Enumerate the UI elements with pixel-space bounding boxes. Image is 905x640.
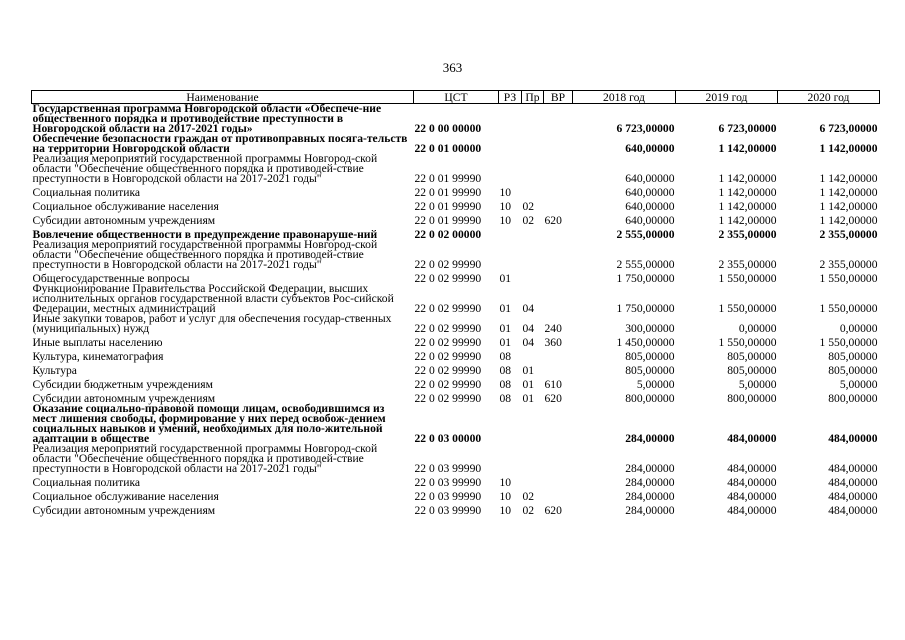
table-row bbox=[32, 362, 880, 376]
row-vr: 620 bbox=[544, 214, 562, 226]
column-header-rz: РЗ bbox=[499, 91, 522, 104]
row-pr bbox=[522, 134, 544, 154]
row-vr bbox=[544, 226, 573, 240]
row-amount-2020: 2 355,00000 bbox=[819, 258, 878, 270]
row-name: Иные выплаты населению bbox=[32, 336, 163, 349]
row-pr: 02 bbox=[522, 200, 535, 212]
row-pr bbox=[522, 348, 544, 362]
row-name: Реализация мероприятий государственной программы Новгород-ской области "Обеспечение общественного порядка и противодей-ствие преступности в Новгородской области на 2017-2021 годы" bbox=[32, 152, 378, 185]
row-amount-2019: 484,00000 bbox=[727, 476, 777, 488]
row-cst: 22 0 02 99990 bbox=[414, 378, 482, 390]
column-header-pr: Пр bbox=[522, 91, 544, 104]
table-row bbox=[32, 134, 880, 154]
row-amount-2018: 284,00000 bbox=[625, 490, 675, 502]
row-vr bbox=[544, 198, 573, 212]
row-rz bbox=[499, 134, 522, 154]
row-cst: 22 0 02 99990 bbox=[414, 322, 482, 334]
row-vr bbox=[544, 362, 573, 376]
row-rz: 10 bbox=[499, 200, 512, 212]
row-name: Вовлечение общественности в предупреждение правонаруше-ний bbox=[32, 228, 378, 241]
row-vr: 360 bbox=[544, 336, 562, 348]
row-pr: 01 bbox=[522, 378, 535, 390]
row-amount-2020: 5,00000 bbox=[839, 378, 878, 390]
row-cst: 22 0 03 99990 bbox=[414, 504, 482, 516]
row-cst: 22 0 02 99990 bbox=[414, 302, 482, 314]
row-cst: 22 0 03 99990 bbox=[414, 490, 482, 502]
row-rz bbox=[499, 404, 522, 444]
row-amount-2020: 484,00000 bbox=[828, 432, 878, 444]
row-amount-2019: 2 355,00000 bbox=[718, 228, 777, 240]
row-pr bbox=[522, 444, 544, 474]
row-amount-2019: 484,00000 bbox=[727, 432, 777, 444]
row-amount-2018: 640,00000 bbox=[625, 214, 675, 226]
row-amount-2019: 1 142,00000 bbox=[718, 142, 777, 154]
row-amount-2019: 0,00000 bbox=[738, 322, 777, 334]
row-amount-2019: 1 550,00000 bbox=[718, 272, 777, 284]
row-rz: 10 bbox=[499, 504, 512, 516]
row-rz bbox=[499, 154, 522, 184]
row-amount-2018: 1 450,00000 bbox=[616, 336, 675, 348]
row-vr: 620 bbox=[544, 504, 562, 516]
row-amount-2020: 805,00000 bbox=[828, 350, 878, 362]
table-body bbox=[32, 104, 880, 517]
row-amount-2018: 640,00000 bbox=[625, 186, 675, 198]
row-amount-2019: 484,00000 bbox=[727, 490, 777, 502]
row-name: Оказание социально-правовой помощи лицам, освободившимся из мест лишения свободы, формирование у них перед освобож-дением социальных навыков и умений, необходимых для поло-жительной адаптации в обществе bbox=[32, 402, 386, 445]
row-amount-2020: 800,00000 bbox=[828, 392, 878, 404]
table-row bbox=[32, 334, 880, 348]
row-amount-2020: 1 142,00000 bbox=[819, 186, 878, 198]
row-cst: 22 0 02 99990 bbox=[414, 272, 482, 284]
row-amount-2019: 5,00000 bbox=[738, 378, 777, 390]
row-rz: 08 bbox=[499, 378, 512, 390]
table-row bbox=[32, 488, 880, 502]
row-pr bbox=[522, 474, 544, 488]
row-amount-2018: 640,00000 bbox=[625, 142, 675, 154]
row-vr bbox=[544, 154, 573, 184]
row-rz: 01 bbox=[499, 272, 512, 284]
table-row bbox=[32, 348, 880, 362]
row-name: Иные закупки товаров, работ и услуг для обеспечения государ-ственных (муниципальных) нужд bbox=[32, 312, 392, 335]
row-vr: 620 bbox=[544, 392, 562, 404]
row-pr bbox=[522, 226, 544, 240]
table-row bbox=[32, 198, 880, 212]
row-amount-2019: 484,00000 bbox=[727, 504, 777, 516]
row-name: Субсидии автономным учреждениям bbox=[32, 504, 216, 517]
table-row bbox=[32, 154, 880, 184]
row-vr: 240 bbox=[544, 322, 562, 334]
row-amount-2020: 484,00000 bbox=[828, 462, 878, 474]
row-rz bbox=[499, 444, 522, 474]
row-name: Общегосударственные вопросы bbox=[32, 272, 190, 285]
row-amount-2019: 805,00000 bbox=[727, 364, 777, 376]
row-cst: 22 0 01 99990 bbox=[414, 200, 482, 212]
row-amount-2019: 805,00000 bbox=[727, 350, 777, 362]
row-name: Субсидии бюджетным учреждениям bbox=[32, 378, 213, 391]
row-amount-2019: 1 142,00000 bbox=[718, 186, 777, 198]
row-amount-2018: 1 750,00000 bbox=[616, 272, 675, 284]
row-vr bbox=[544, 284, 573, 314]
row-amount-2020: 805,00000 bbox=[828, 364, 878, 376]
row-pr bbox=[522, 404, 544, 444]
table-row bbox=[32, 314, 880, 334]
row-amount-2018: 1 750,00000 bbox=[616, 302, 675, 314]
row-vr bbox=[544, 488, 573, 502]
row-amount-2019: 6 723,00000 bbox=[718, 122, 777, 134]
row-cst: 22 0 02 00000 bbox=[414, 228, 482, 240]
row-amount-2018: 300,00000 bbox=[625, 322, 675, 334]
table-row bbox=[32, 284, 880, 314]
row-amount-2020: 1 550,00000 bbox=[819, 272, 878, 284]
row-cst: 22 0 01 99990 bbox=[414, 214, 482, 226]
row-vr bbox=[544, 240, 573, 270]
row-cst: 22 0 02 99990 bbox=[414, 258, 482, 270]
row-rz: 08 bbox=[499, 392, 512, 404]
row-amount-2019: 1 142,00000 bbox=[718, 172, 777, 184]
row-vr bbox=[544, 348, 573, 362]
row-rz: 08 bbox=[499, 350, 512, 362]
row-rz: 08 bbox=[499, 364, 512, 376]
row-amount-2018: 5,00000 bbox=[636, 378, 675, 390]
row-amount-2018: 2 555,00000 bbox=[616, 258, 675, 270]
row-name: Реализация мероприятий государственной программы Новгород-ской области "Обеспечение общественного порядка и противодей-ствие преступности в Новгородской области на 2017-2021 годы" bbox=[32, 442, 378, 475]
table-row bbox=[32, 474, 880, 488]
row-pr: 01 bbox=[522, 364, 535, 376]
column-header-name: Наименование bbox=[32, 91, 414, 104]
row-cst: 22 0 01 99990 bbox=[414, 172, 482, 184]
row-cst: 22 0 01 99990 bbox=[414, 186, 482, 198]
row-cst: 22 0 00 00000 bbox=[414, 122, 482, 134]
row-pr bbox=[522, 240, 544, 270]
row-rz: 01 bbox=[499, 336, 512, 348]
column-header-cst: ЦСТ bbox=[414, 91, 499, 104]
row-name: Субсидии автономным учреждениям bbox=[32, 392, 216, 405]
row-name: Функционирование Правительства Российской Федерации, высших исполнительных органов государственной власти субъектов Рос-сийской Федерации, местных администраций bbox=[32, 282, 394, 315]
row-name: Культура bbox=[32, 364, 77, 377]
table-row bbox=[32, 444, 880, 474]
row-pr: 02 bbox=[522, 214, 535, 226]
row-rz: 10 bbox=[499, 214, 512, 226]
row-amount-2018: 284,00000 bbox=[625, 504, 675, 516]
row-amount-2018: 2 555,00000 bbox=[616, 228, 675, 240]
row-amount-2020: 2 355,00000 bbox=[819, 228, 878, 240]
row-cst: 22 0 02 99990 bbox=[414, 392, 482, 404]
row-pr bbox=[522, 184, 544, 198]
row-vr bbox=[544, 104, 573, 135]
row-amount-2020: 1 142,00000 bbox=[819, 142, 878, 154]
row-pr: 02 bbox=[522, 504, 535, 516]
row-cst: 22 0 01 00000 bbox=[414, 142, 482, 154]
row-name: Социальная политика bbox=[32, 186, 141, 199]
row-amount-2018: 6 723,00000 bbox=[616, 122, 675, 134]
row-name: Социальная политика bbox=[32, 476, 141, 489]
row-name: Субсидии автономным учреждениям bbox=[32, 214, 216, 227]
row-amount-2018: 640,00000 bbox=[625, 172, 675, 184]
row-vr: 610 bbox=[544, 378, 562, 390]
row-pr bbox=[522, 270, 544, 284]
row-pr: 04 bbox=[522, 336, 535, 348]
row-amount-2018: 284,00000 bbox=[625, 476, 675, 488]
row-rz: 01 bbox=[499, 322, 512, 334]
row-amount-2020: 1 142,00000 bbox=[819, 214, 878, 226]
row-name: Социальное обслуживание населения bbox=[32, 200, 219, 213]
row-vr bbox=[544, 270, 573, 284]
table-row bbox=[32, 404, 880, 444]
row-cst: 22 0 03 00000 bbox=[414, 432, 482, 444]
row-pr: 04 bbox=[522, 322, 535, 334]
table-row bbox=[32, 104, 880, 135]
row-cst: 22 0 02 99990 bbox=[414, 350, 482, 362]
row-vr bbox=[544, 444, 573, 474]
table-row bbox=[32, 376, 880, 390]
row-cst: 22 0 03 99990 bbox=[414, 476, 482, 488]
row-amount-2020: 1 142,00000 bbox=[819, 172, 878, 184]
row-cst: 22 0 03 99990 bbox=[414, 462, 482, 474]
row-amount-2018: 640,00000 bbox=[625, 200, 675, 212]
row-amount-2018: 805,00000 bbox=[625, 364, 675, 376]
row-amount-2019: 800,00000 bbox=[727, 392, 777, 404]
row-amount-2020: 484,00000 bbox=[828, 504, 878, 516]
row-cst: 22 0 02 99990 bbox=[414, 336, 482, 348]
row-amount-2018: 284,00000 bbox=[625, 432, 675, 444]
column-header-vr: ВР bbox=[544, 91, 573, 104]
row-amount-2019: 1 142,00000 bbox=[718, 214, 777, 226]
table-row bbox=[32, 212, 880, 226]
table-row bbox=[32, 240, 880, 270]
row-vr bbox=[544, 474, 573, 488]
row-rz bbox=[499, 104, 522, 135]
row-amount-2019: 1 142,00000 bbox=[718, 200, 777, 212]
row-rz: 10 bbox=[499, 490, 512, 502]
row-rz bbox=[499, 240, 522, 270]
column-header-2020: 2020 год bbox=[778, 91, 880, 104]
row-name: Обеспечение безопасности граждан от противоправных посяга-тельств на территории Новгородской области bbox=[32, 132, 408, 155]
row-amount-2020: 484,00000 bbox=[828, 476, 878, 488]
row-amount-2020: 1 550,00000 bbox=[819, 302, 878, 314]
row-amount-2018: 284,00000 bbox=[625, 462, 675, 474]
row-amount-2018: 805,00000 bbox=[625, 350, 675, 362]
row-amount-2020: 0,00000 bbox=[839, 322, 878, 334]
column-header-2018: 2018 год bbox=[573, 91, 676, 104]
row-pr: 02 bbox=[522, 490, 535, 502]
row-vr bbox=[544, 134, 573, 154]
table-row bbox=[32, 502, 880, 516]
table-row bbox=[32, 184, 880, 198]
row-pr: 04 bbox=[522, 302, 535, 314]
row-name: Культура, кинематография bbox=[32, 350, 164, 363]
row-amount-2020: 484,00000 bbox=[828, 490, 878, 502]
row-amount-2020: 1 550,00000 bbox=[819, 336, 878, 348]
row-amount-2020: 6 723,00000 bbox=[819, 122, 878, 134]
row-name: Реализация мероприятий государственной программы Новгород-ской области "Обеспечение общественного порядка и противодей-ствие преступности в Новгородской области на 2017-2021 годы" bbox=[32, 238, 378, 271]
row-pr: 01 bbox=[522, 392, 535, 404]
row-pr bbox=[522, 104, 544, 135]
row-name: Государственная программа Новгородской области «Обеспече-ние общественного порядка и противодействие преступности в Новгородской области на 2017-2021 годы» bbox=[32, 102, 382, 135]
row-amount-2019: 1 550,00000 bbox=[718, 336, 777, 348]
row-vr bbox=[544, 404, 573, 444]
row-rz bbox=[499, 226, 522, 240]
row-cst: 22 0 02 99990 bbox=[414, 364, 482, 376]
row-vr bbox=[544, 184, 573, 198]
row-pr bbox=[522, 154, 544, 184]
row-amount-2019: 484,00000 bbox=[727, 462, 777, 474]
column-header-2019: 2019 год bbox=[676, 91, 778, 104]
row-name: Социальное обслуживание населения bbox=[32, 490, 219, 503]
row-amount-2018: 800,00000 bbox=[625, 392, 675, 404]
row-amount-2019: 1 550,00000 bbox=[718, 302, 777, 314]
page-number: 363 bbox=[442, 60, 463, 75]
row-amount-2020: 1 142,00000 bbox=[819, 200, 878, 212]
budget-table bbox=[31, 90, 880, 516]
row-rz: 01 bbox=[499, 302, 512, 314]
row-amount-2019: 2 355,00000 bbox=[718, 258, 777, 270]
row-rz: 10 bbox=[499, 476, 512, 488]
row-rz: 10 bbox=[499, 186, 512, 198]
